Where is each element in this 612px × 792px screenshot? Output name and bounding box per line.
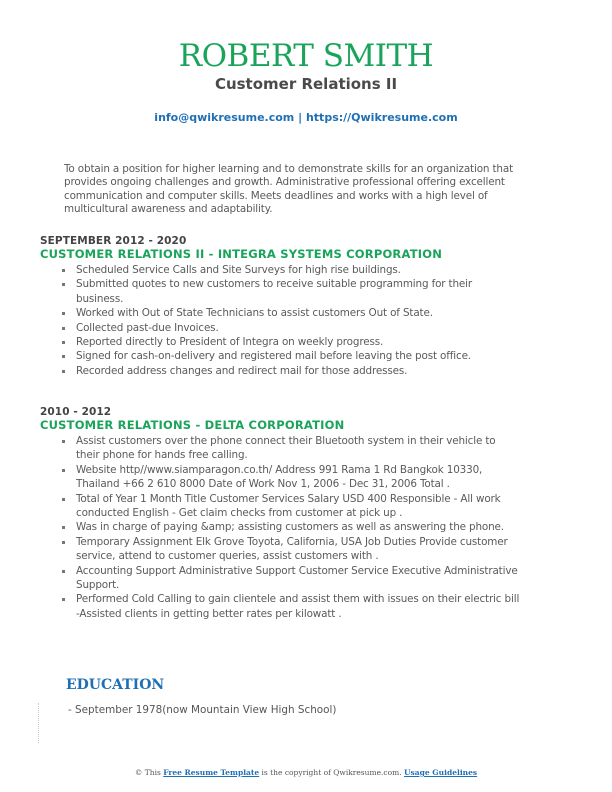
list-item: Website http//www.siamparagon.co.th/ Address 991 Rama 1 Rd Bangkok 10330, Thailand +66 2 610 8000 Date of Work Nov 1, 2006 - Dec 31, 2006 Total . [76, 463, 522, 492]
education-item: - September 1978(now Mountain View High School) [68, 704, 337, 716]
divider [38, 703, 40, 743]
email-link[interactable]: info@qwikresume.com [154, 111, 295, 124]
experience-1 [40, 235, 540, 378]
list-item: Performed Cold Calling to gain clientele and assist them with issues on their electric bill -Assisted clients in getting better rates per kilowatt . [76, 592, 522, 621]
footer-prefix: © This [134, 768, 164, 777]
free-resume-template-link[interactable]: Free Resume Template [163, 768, 260, 777]
list-item: Collected past-due Invoices. [76, 321, 522, 335]
footer [0, 768, 612, 777]
experience-dates: SEPTEMBER 2012 - 2020 [40, 235, 187, 247]
education-heading: EDUCATION [66, 677, 165, 693]
bullet-list [40, 263, 540, 378]
candidate-name: ROBERT SMITH [178, 38, 434, 74]
list-item: Accounting Support Administrative Support Customer Service Executive Administrative Support. [76, 564, 522, 593]
website-link[interactable]: https://Qwikresume.com [305, 111, 458, 124]
list-item: Scheduled Service Calls and Site Surveys for high rise buildings. [76, 263, 522, 277]
experience-dates: 2010 - 2012 [40, 406, 112, 418]
contact-line [0, 111, 612, 124]
list-item: Submitted quotes to new customers to receive suitable programming for their business. [76, 277, 522, 306]
usage-guidelines-link[interactable]: Usage Guidelines [404, 768, 478, 777]
summary: To obtain a position for higher learning and to demonstrate skills for an organization that provides ongoing challenges and growth. Administrative professional offering excellent communication and computer skills. Meets deadlines and works with a high level of multicultural awareness and adaptability. [64, 163, 513, 216]
experience-role: CUSTOMER RELATIONS - DELTA CORPORATION [40, 418, 345, 432]
list-item: Was in charge of paying &amp; assisting customers as well as answering the phone. [76, 520, 522, 534]
contact-separator: | [294, 111, 306, 124]
list-item: Assist customers over the phone connect their Bluetooth system in their vehicle to their phone for hands free calling. [76, 434, 522, 463]
list-item: Reported directly to President of Integra on weekly progress. [76, 335, 522, 349]
list-item: Recorded address changes and redirect mail for those addresses. [76, 364, 522, 378]
experience-2 [40, 406, 540, 621]
list-item: Temporary Assignment Elk Grove Toyota, California, USA Job Duties Provide customer service, attend to customer queries, assist customers with . [76, 535, 522, 564]
list-item: Signed for cash-on-delivery and registered mail before leaving the post office. [76, 349, 522, 363]
footer-middle: is the copyright of Qwikresume.com. [259, 768, 405, 777]
job-title: Customer Relations II [214, 75, 398, 93]
experience-role: CUSTOMER RELATIONS II - INTEGRA SYSTEMS CORPORATION [40, 247, 443, 261]
bullet-list [40, 434, 540, 621]
list-item: Total of Year 1 Month Title Customer Services Salary USD 400 Responsible - All work conducted English - Get claim checks from customer at pick up . [76, 492, 522, 521]
list-item: Worked with Out of State Technicians to assist customers Out of State. [76, 306, 522, 320]
